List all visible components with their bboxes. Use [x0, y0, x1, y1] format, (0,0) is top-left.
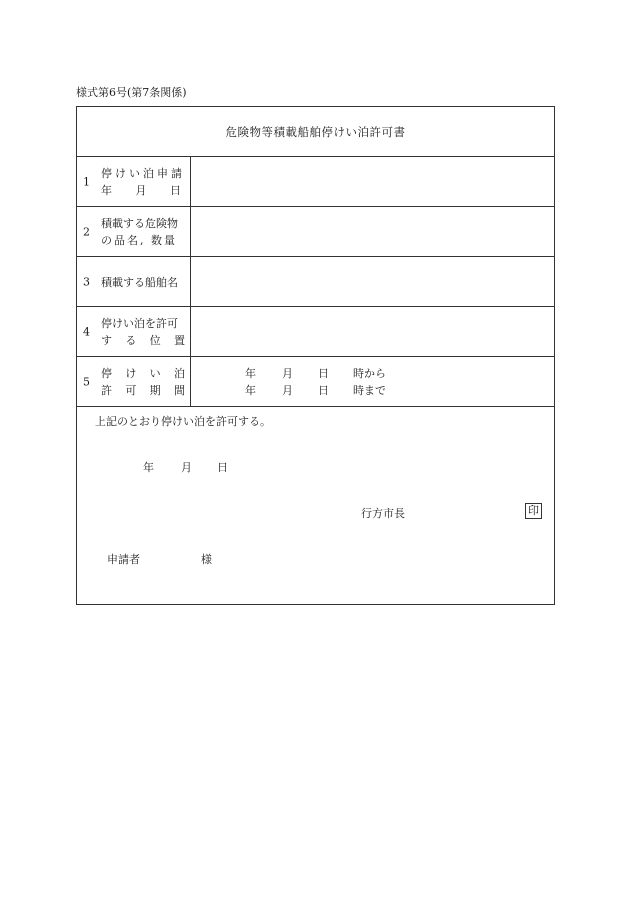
label-char: 泊 [173, 367, 185, 380]
period-to [245, 382, 386, 399]
row-number: 5 [83, 375, 90, 388]
month-label: 月 [181, 461, 192, 474]
label-char: 日 [170, 184, 181, 197]
label-text: 停けい泊申請 [101, 167, 185, 180]
month-label: 月 [282, 384, 293, 397]
row-number: 4 [83, 325, 90, 338]
label-char: 位 [149, 334, 161, 347]
label-cell [77, 207, 191, 256]
label-line [101, 165, 187, 182]
label-char: け [125, 367, 137, 380]
honorific: 様 [201, 553, 212, 566]
row-number: 1 [83, 175, 90, 188]
period-from [245, 365, 386, 382]
day-label: 日 [318, 384, 329, 397]
label-char: 期 [149, 384, 161, 397]
label-char: 許 [101, 384, 112, 397]
day-label: 日 [318, 367, 329, 380]
label-line [101, 382, 185, 399]
permit-statement: 上記のとおり停けい泊を許可する。 [95, 415, 271, 428]
seal-mark: 印 [525, 503, 542, 519]
permit-form [76, 106, 555, 605]
label-line [101, 182, 181, 199]
label-cell [77, 307, 191, 356]
issuer-name: 行方市長 [361, 507, 405, 520]
label-char: 月 [135, 184, 147, 197]
time-from-label: 時から [353, 367, 386, 380]
row-label [101, 215, 187, 249]
row-application-date [77, 157, 554, 207]
label-cell [77, 257, 191, 306]
row-label [101, 365, 187, 399]
row-permit-period [77, 357, 554, 407]
time-to-label: 時まで [353, 384, 386, 397]
row-label [101, 315, 187, 349]
year-label: 年 [143, 461, 154, 474]
row-vessel-name [77, 257, 554, 307]
label-char: 置 [173, 334, 185, 347]
row-dangerous-goods [77, 207, 554, 257]
issue-date [143, 459, 228, 475]
row-label [101, 165, 187, 199]
label-line: 停けい泊を許可 [101, 317, 178, 330]
label-line [101, 365, 185, 382]
permit-period-values [245, 365, 386, 399]
label-char: 可 [125, 384, 137, 397]
label-char: 停 [101, 367, 112, 380]
label-char: い [149, 367, 161, 380]
day-label: 日 [217, 461, 228, 474]
label-char: 年 [101, 184, 112, 197]
permit-statement-section [77, 409, 554, 604]
form-title: 危険物等積載船舶停けい泊許可書 [77, 107, 554, 157]
label-char: 間 [173, 384, 185, 397]
label-cell [77, 357, 191, 406]
row-label: 積載する船舶名 [101, 275, 178, 289]
label-line: 積載する危険物 [101, 217, 178, 230]
label-line: の品名, 数量 [101, 234, 177, 247]
month-label: 月 [282, 367, 293, 380]
label-cell [77, 157, 191, 206]
row-number: 2 [83, 225, 90, 238]
row-number: 3 [83, 275, 90, 288]
form-reference: 様式第6号(第7条関係) [76, 86, 187, 99]
label-char: る [125, 334, 137, 347]
applicant-label: 申請者 [107, 553, 140, 566]
row-mooring-location [77, 307, 554, 357]
year-label: 年 [245, 384, 256, 397]
label-line [101, 332, 185, 349]
year-label: 年 [245, 367, 256, 380]
label-char: す [101, 334, 112, 347]
